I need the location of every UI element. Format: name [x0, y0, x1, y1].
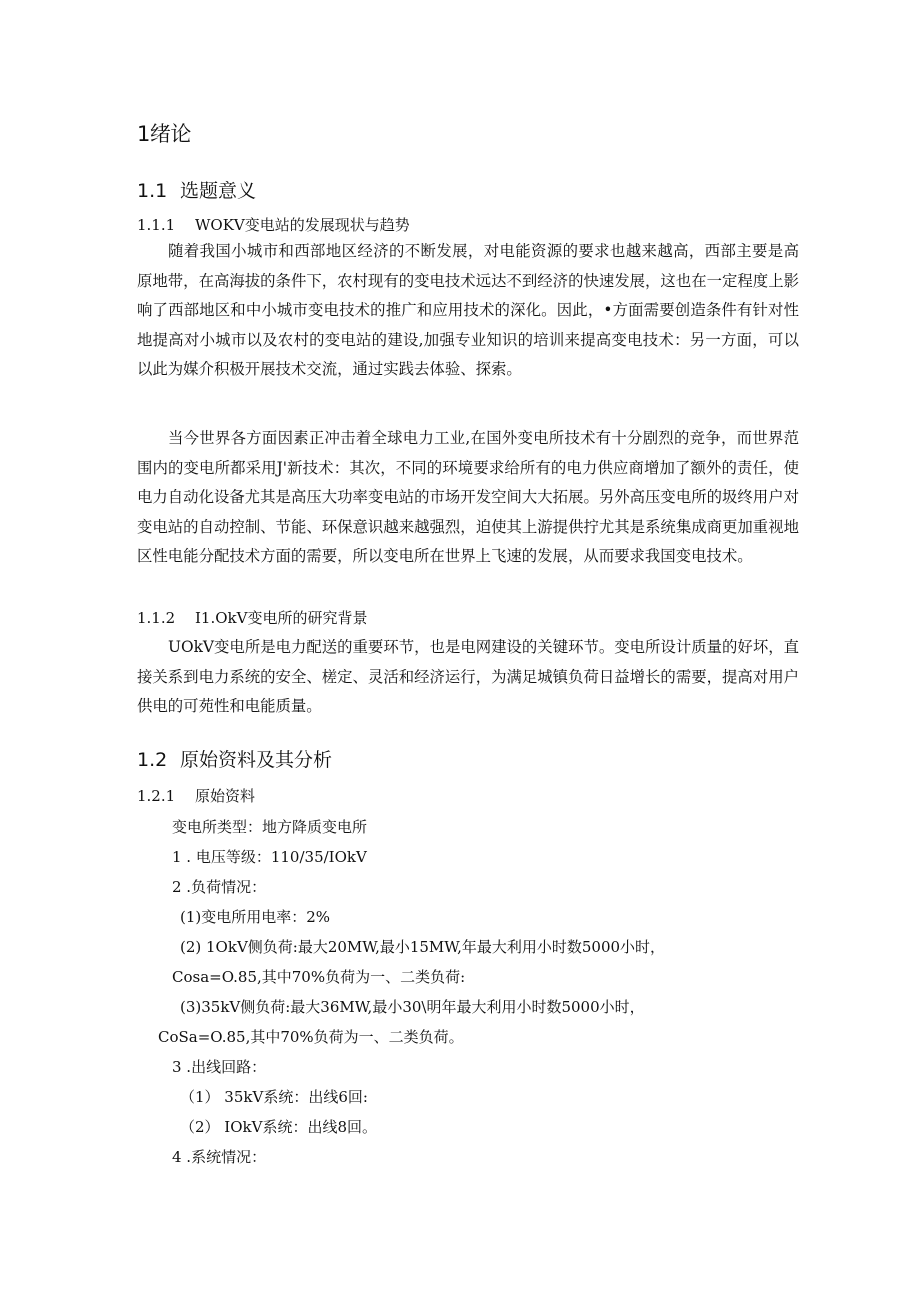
paragraph-2: 当今世界各方面因素正冲击着全球电力工业,在国外变电所技术有十分剧烈的竞争，而世界范围内的变电所都采用J'新技术：其次，不同的环境要求给所有的电力供应商增加了额外的责任，使电力自动化设备尤其是高压大功率变电站的市场开发空间大大拓展。另外高压变电所的圾终用户对变电站的自动控制、节能、环保意识越来越强烈，迫使其上游提供拧尤其是系统集成商更加重视地区性电能分配技术方面的需要，所以变电所在世界上飞速的发展，从而要求我国变电技术。	[137, 429, 799, 565]
section-title: 原始资料及其分析	[180, 749, 333, 771]
list-item-3-1: （1） 35kV系统：出线6回:	[180, 1088, 368, 1106]
paragraph-1: 随着我国小城市和西部地区经济的不断发展，对电能资源的要求也越来越高，西部主要是高原地带，在高海拔的条件下，农村现有的变电技术远达不到经济的快速发展，这也在一定程度上影响了西部地区和中小城市变电技术的推广和应用技术的深化。因此，•方面需要创造条件有针对性地提高对小城市以及农村的变电站的建设,加强专业知识的培训来提高变电技术：另一方面，可以以此为媒介积极开展技术交流，通过实践去体验、探索。	[137, 242, 799, 378]
subsection-heading-1-1-2	[137, 607, 367, 628]
list-item-3: 3 .出线回路：	[172, 1058, 267, 1076]
chapter-title: 1绪论	[137, 122, 191, 146]
list-item-2-2-cont: Cosa=O.85,其中70%负荷为一、二类负荷:	[172, 968, 466, 986]
list-item-2: 2 .负荷情况：	[172, 878, 267, 896]
subsection-title: I1.OkV变电所的研究背景	[195, 609, 368, 627]
subsection-number: 1.1.2	[137, 609, 176, 627]
list-item-4: 4 .系统情况：	[172, 1148, 267, 1166]
list-item-1: 1 . 电压等级：110/35/IOkV	[172, 848, 367, 866]
subsection-heading-1-1-1	[137, 214, 410, 235]
subsection-title: WOKV变电站的发展现状与趋势	[195, 216, 410, 234]
paragraph-3: UOkV变电所是电力配送的重要环节，也是电网建设的关键环节。变电所设计质量的好坏，直接关系到电力系统的安全、槎定、灵活和经济运行，为满足城镇负荷日益增长的需要，提高对用户供电的可苑性和电能质量。	[137, 638, 799, 715]
subsection-heading-1-2-1	[137, 785, 255, 806]
section-number: 1.1	[137, 180, 168, 202]
substation-type-line: 变电所类型：地方降质变电所	[172, 818, 368, 836]
section-title: 选题意义	[180, 180, 257, 202]
section-heading-1-2	[137, 745, 332, 772]
subsection-number: 1.2.1	[137, 787, 176, 805]
list-item-2-3: (3)35kV侧负荷:最大36MW,最小30\明年最大利用小时数5000小时，	[180, 998, 645, 1016]
section-number: 1.2	[137, 749, 168, 771]
list-item-2-3-cont: CoSa=O.85,其中70%负荷为一、二类负荷。	[158, 1028, 464, 1046]
subsection-number: 1.1.1	[137, 216, 176, 234]
list-item-2-2: (2) 1OkV侧负荷:最大20MW,最小15MW,年最大利用小时数5000小时，	[180, 938, 666, 956]
section-heading-1-1	[137, 176, 256, 203]
list-item-2-1: (1)变电所用电率：2%	[180, 908, 331, 926]
list-item-3-2: （2） IOkV系统：出线8回。	[180, 1118, 378, 1136]
subsection-title: 原始资料	[195, 787, 256, 805]
